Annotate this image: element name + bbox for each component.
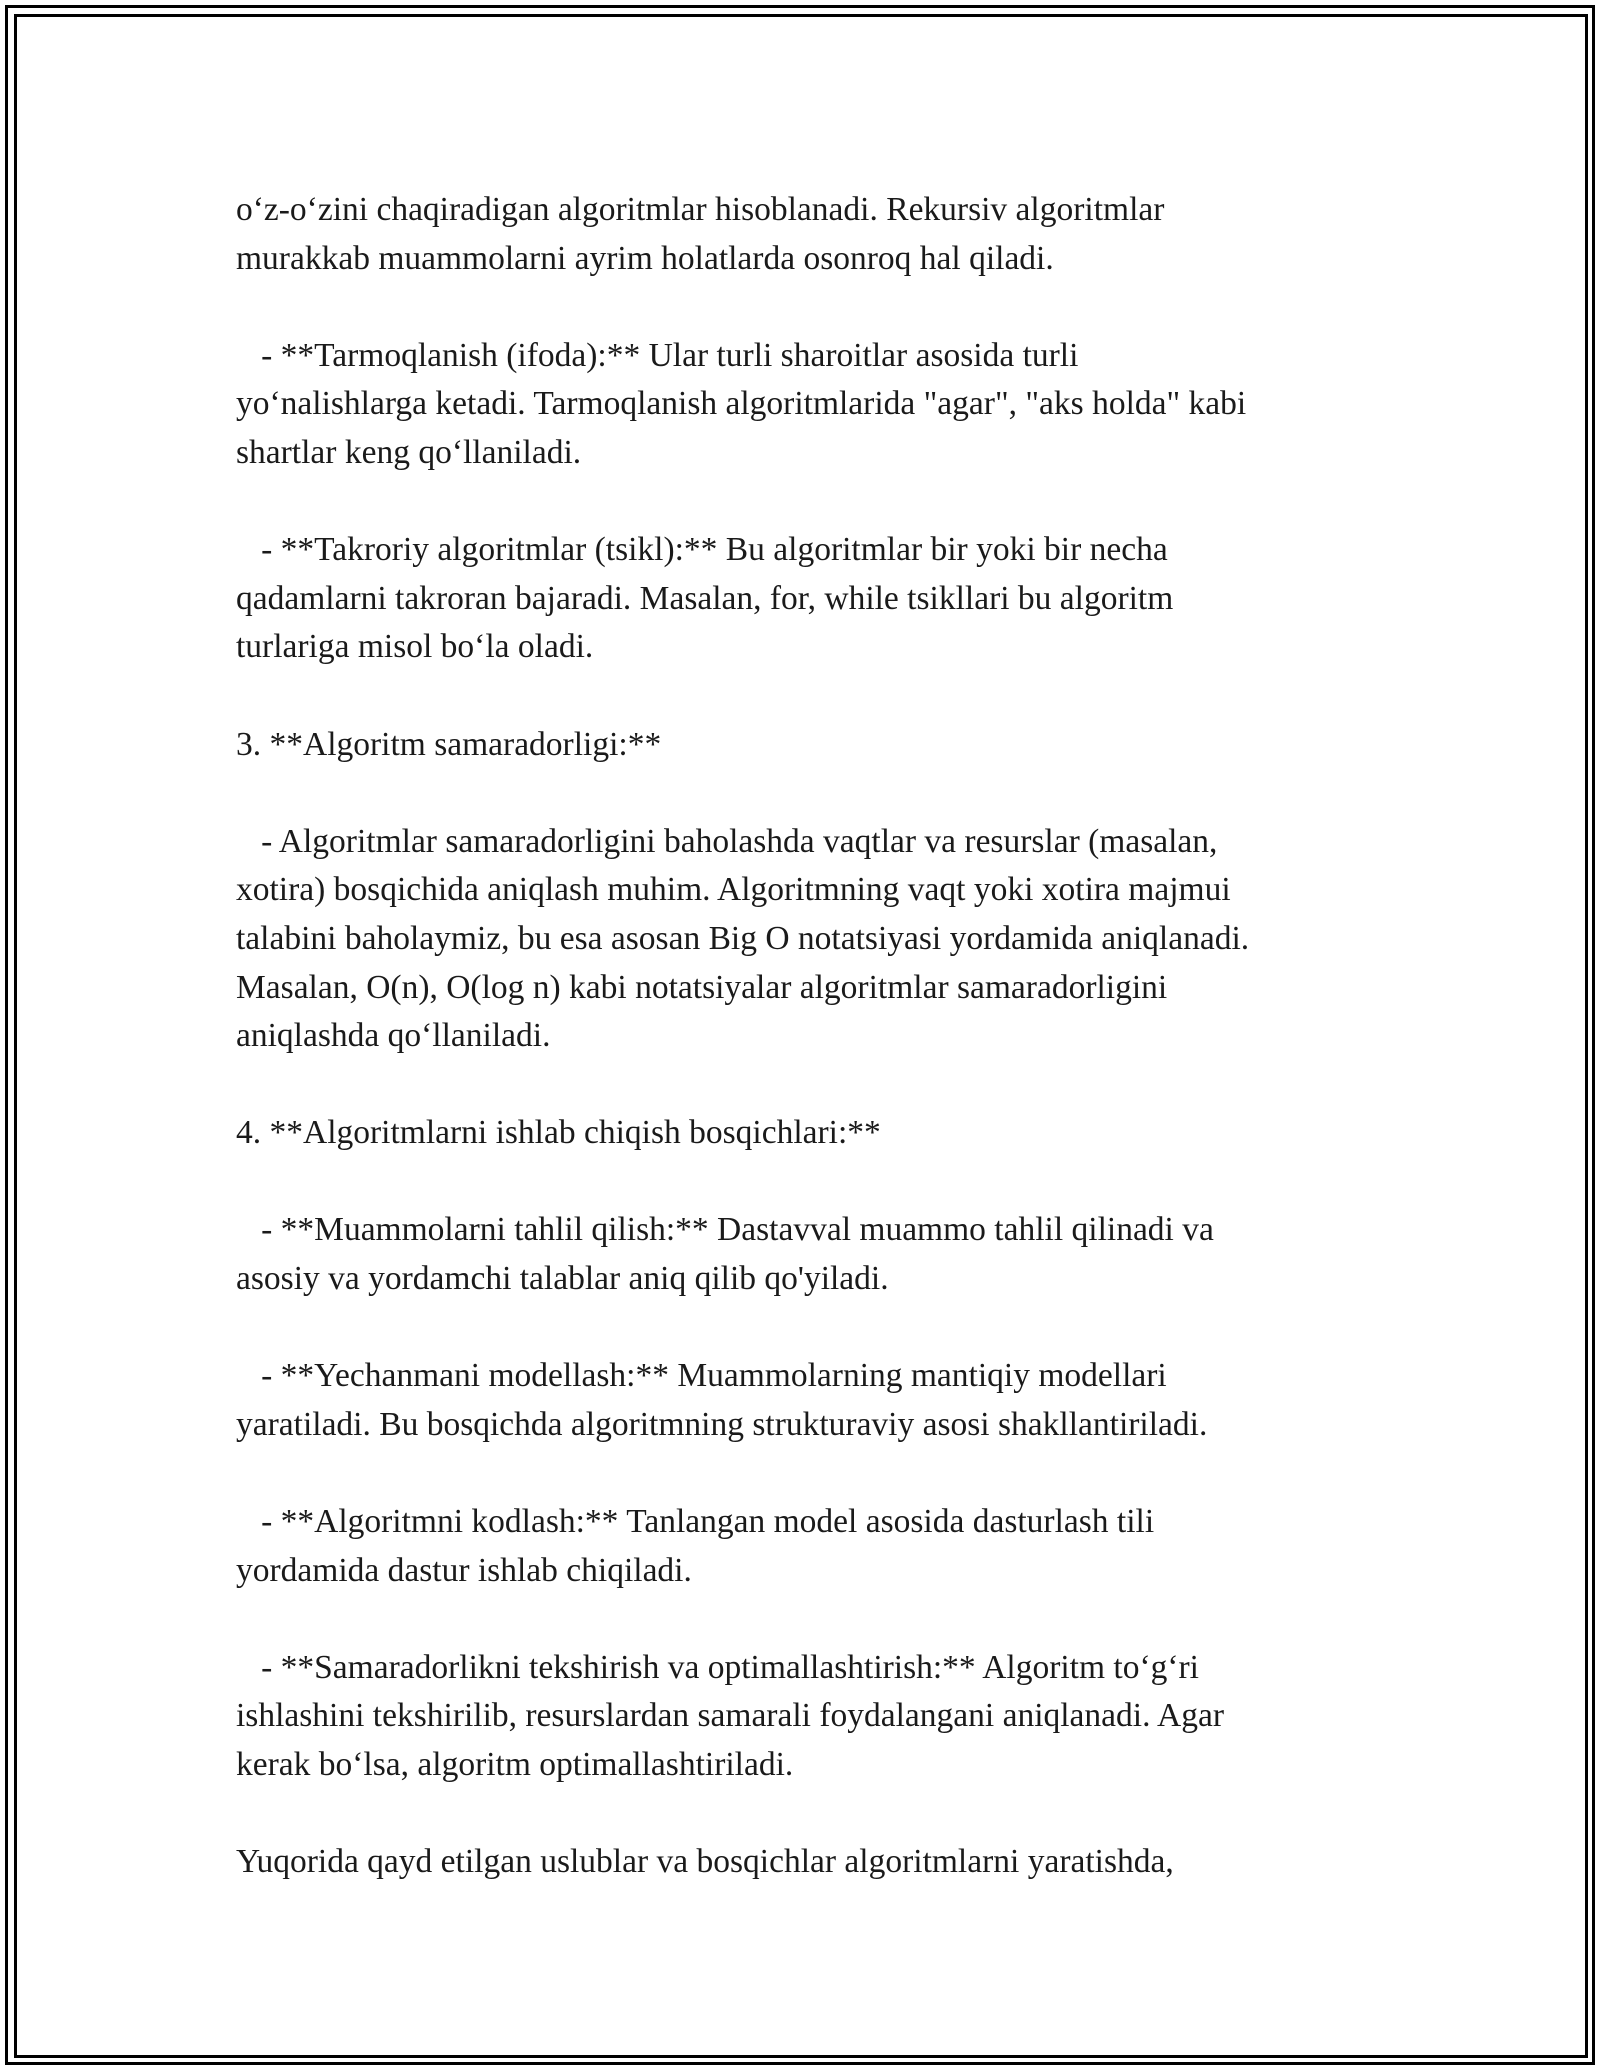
paragraph-branching: - **Tarmoqlanish (ifoda):** Ular turli sharoitlar asosida turli yo‘nalishlarga ketadi. Tarmoqlanish algoritmlarida "agar", "aks holda" kabi shartlar keng qo‘llaniladi. <box>236 336 1247 471</box>
paragraph-loops: - **Takroriy algoritmlar (tsikl):** Bu algoritmlar bir yoki bir necha qadamlarni takroran bajaradi. Masalan, for, while tsikllari bu algoritm turlariga misol bo‘la oladi. <box>236 531 1174 666</box>
paragraph-modeling: - **Yechanmani modellash:** Muammolarning mantiqiy modellari yaratiladi. Bu bosqichda algoritmning strukturaviy asosi shakllantiriladi. <box>236 1357 1208 1443</box>
paragraph-optimization: - **Samaradorlikni tekshirish va optimallashtirish:** Algoritm to‘g‘ri ishlashini tekshirilib, resurslardan samarali foydalangani aniqlanadi. Agar kerak bo‘lsa, algoritm optimallashtiriladi. <box>236 1648 1224 1783</box>
heading-algorithm-efficiency: 3. **Algoritm samaradorligi:** <box>236 725 662 763</box>
paragraph-recursion-continued: o‘z-o‘zini chaqiradigan algoritmlar hisoblanadi. Rekursiv algoritmlar murakkab muammolarni ayrim holatlarda osonroq hal qiladi. <box>236 191 1165 277</box>
paragraph-conclusion: Yuqorida qayd etilgan uslublar va bosqichlar algoritmlarni yaratishda, <box>236 1843 1174 1881</box>
paragraph-problem-analysis: - **Muammolarni tahlil qilish:** Dastavval muammo tahlil qilinadi va asosiy va yordamchi talablar aniq qilib qo'yiladi. <box>236 1211 1214 1298</box>
heading-development-stages: 4. **Algoritmlarni ishlab chiqish bosqichlari:** <box>236 1114 881 1152</box>
paragraph-coding: - **Algoritmni kodlash:** Tanlangan model asosida dasturlash tili yordamida dastur ishlab chiqiladi. <box>236 1503 1155 1589</box>
paragraph-efficiency: - Algoritmlar samaradorligini baholashda vaqtlar va resurslar (masalan, xotira) bosqichida aniqlash muhim. Algoritmning vaqt yoki xotira majmui talabini baholaymiz, bu esa asosan Big O notatsiyasi yordamida aniqlanadi. Masalan, O(n), O(log n) kabi notatsiyalar algoritmlar samaradorligini aniqlashda qo‘llaniladi. <box>236 822 1250 1055</box>
document-body <box>236 186 1366 1887</box>
